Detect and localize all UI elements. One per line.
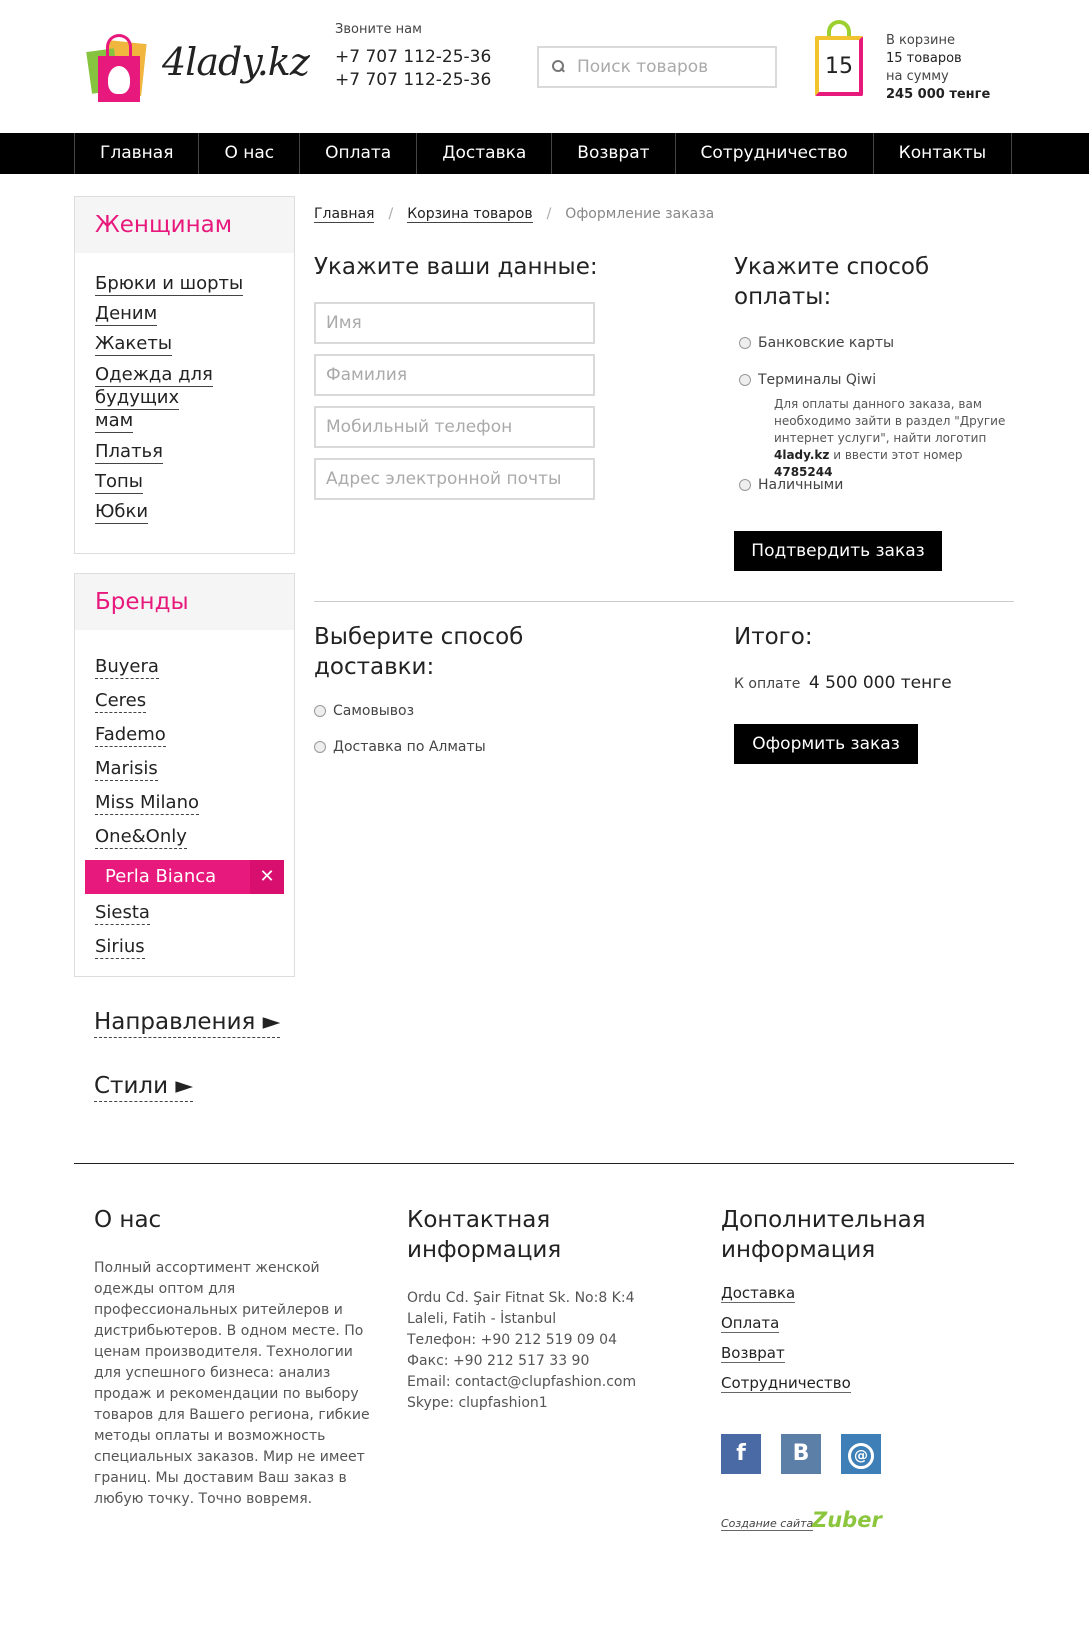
cart-count: 15 (815, 36, 863, 96)
brand-item[interactable]: Siesta (95, 902, 150, 923)
footer-link-delivery[interactable]: Доставка (721, 1284, 796, 1302)
email-field[interactable] (314, 458, 595, 500)
phone-number[interactable]: +7 707 112-25-36 (335, 70, 492, 90)
category-item[interactable]: Одежда для будущих мам (95, 364, 213, 431)
nav-item-delivery[interactable]: Доставка (416, 133, 551, 174)
radio-button[interactable] (739, 374, 751, 386)
brand-box (74, 573, 295, 977)
name-field[interactable] (314, 302, 595, 344)
nav-item-payment[interactable]: Оплата (299, 133, 416, 174)
category-item[interactable]: Жакеты (95, 333, 173, 354)
site-credit[interactable]: Создание сайта (721, 1517, 814, 1530)
phone-number[interactable]: +7 707 112-25-36 (335, 47, 492, 67)
category-item[interactable]: Топы (95, 471, 143, 492)
breadcrumb-current: Оформление заказа (565, 206, 715, 222)
remove-filter-icon[interactable]: ✕ (250, 860, 284, 894)
brand-item[interactable]: Sirius (95, 936, 145, 957)
footer-divider (74, 1163, 1014, 1164)
delivery-option-pickup[interactable]: Самовывоз (314, 703, 414, 719)
surname-field[interactable] (314, 354, 595, 396)
styles-toggle[interactable]: Стили ► (94, 1073, 193, 1099)
payment-option-cards[interactable]: Банковские карты (739, 335, 894, 351)
footer-extra-title: Дополнительная информация (721, 1207, 926, 1263)
vkontakte-icon[interactable]: B (781, 1434, 821, 1474)
section-divider (314, 601, 1014, 602)
cart-items[interactable]: 15 товаров (886, 51, 962, 66)
category-item[interactable]: Платья (95, 441, 163, 462)
footer-contact-title: Контактная информация (407, 1207, 562, 1263)
brand-item[interactable]: Miss Milano (95, 792, 199, 813)
footer-link-payment[interactable]: Оплата (721, 1314, 780, 1332)
category-box-women (74, 196, 295, 554)
category-item[interactable]: Деним (95, 303, 158, 324)
radio-button[interactable] (314, 741, 326, 753)
cart-sum: 245 000 тенге (886, 87, 991, 102)
breadcrumb-cart[interactable]: Корзина товаров (407, 206, 533, 222)
nav-item-home[interactable]: Главная (74, 133, 198, 174)
breadcrumb-home[interactable]: Главная (314, 206, 375, 222)
facebook-icon[interactable]: f (721, 1434, 761, 1474)
footer-link-cooperation[interactable]: Сотрудничество (721, 1374, 851, 1392)
nav-item-cooperation[interactable]: Сотрудничество (675, 133, 873, 174)
delivery-option-almaty[interactable]: Доставка по Алматы (314, 739, 486, 755)
radio-button[interactable] (739, 337, 751, 349)
category-item[interactable]: Юбки (95, 501, 149, 522)
qiwi-note: Для оплаты данного заказа, вам необходимо зайти в раздел "Другие интернет услуги", найти логотип 4lady.kz и ввести этот номер 4785244 (774, 397, 1006, 479)
directions-toggle[interactable]: Направления ► (94, 1009, 280, 1035)
nav-item-contacts[interactable]: Контакты (873, 133, 1013, 174)
logo-text: 4lady.kz (162, 40, 309, 84)
mailru-icon[interactable]: @ (841, 1434, 881, 1474)
main-nav (0, 133, 1089, 174)
footer-contact-info: Ordu Cd. Şair Fitnat Sk. No:8 K:4 Laleli, Fatih - İstanbul Телефон: +90 212 519 09 04 Факс: +90 212 517 33 90 Email: contact@clupfashion.com Skype: clupfashion1 (407, 1290, 637, 1411)
search-box (537, 46, 777, 88)
footer-about-title: О нас (94, 1207, 162, 1233)
footer-about-text: Полный ассортимент женской одежды оптом для профессиональных ритейлеров и дистрибьютеров. В одном месте. По ценам производителя. Технологии для успешного бизнеса: анализ продаж и рекомендации по выбору товаров для Вашего региона, гибкие методы оплаты и возможность специальных заказов. Мир не имеет границ. Мы доставим Ваш заказ в любую точку. Точно вовремя. (94, 1260, 370, 1507)
radio-button[interactable] (314, 705, 326, 717)
brand-item[interactable]: Ceres (95, 690, 147, 711)
call-label: Звоните нам (335, 22, 422, 37)
logo-face-icon (108, 66, 130, 94)
payment-title: Укажите способ оплаты: (734, 254, 930, 310)
confirm-order-button[interactable]: Подтвердить заказ (734, 531, 942, 571)
brand-item[interactable]: Marisis (95, 758, 158, 779)
nav-item-return[interactable]: Возврат (551, 133, 674, 174)
footer-link-return[interactable]: Возврат (721, 1344, 785, 1362)
total-title: Итого: (734, 624, 813, 650)
total-amount: К оплате 4 500 000 тенге (734, 673, 952, 693)
category-title: Женщинам (75, 197, 294, 253)
search-input[interactable] (577, 57, 757, 77)
zuber-logo[interactable]: Zuber (812, 1508, 882, 1532)
place-order-button[interactable]: Оформить заказ (734, 724, 918, 764)
payment-option-qiwi[interactable]: Терминалы Qiwi (739, 372, 876, 388)
brand-item-active[interactable]: Perla Bianca ✕ (85, 860, 284, 894)
delivery-title: Выберите способ доставки: (314, 624, 524, 680)
brand-title: Бренды (75, 574, 294, 630)
cart-icon[interactable] (815, 16, 863, 102)
brand-item[interactable]: Fademo (95, 724, 166, 745)
payment-option-cash[interactable]: Наличными (739, 477, 843, 493)
cart-sum-label: на сумму (886, 69, 949, 84)
nav-item-about[interactable]: О нас (198, 133, 299, 174)
phone-field[interactable] (314, 406, 595, 448)
brand-item[interactable]: One&Only (95, 826, 187, 847)
customer-data-title: Укажите ваши данные: (314, 254, 598, 280)
brand-item[interactable]: Buyera (95, 656, 159, 677)
search-icon[interactable] (551, 60, 565, 74)
site-logo[interactable] (84, 20, 309, 102)
radio-button[interactable] (739, 479, 751, 491)
category-item[interactable]: Брюки и шорты (95, 273, 244, 294)
cart-label: В корзине (886, 33, 955, 48)
breadcrumb: Главная / Корзина товаров / Оформление заказа (314, 206, 715, 222)
